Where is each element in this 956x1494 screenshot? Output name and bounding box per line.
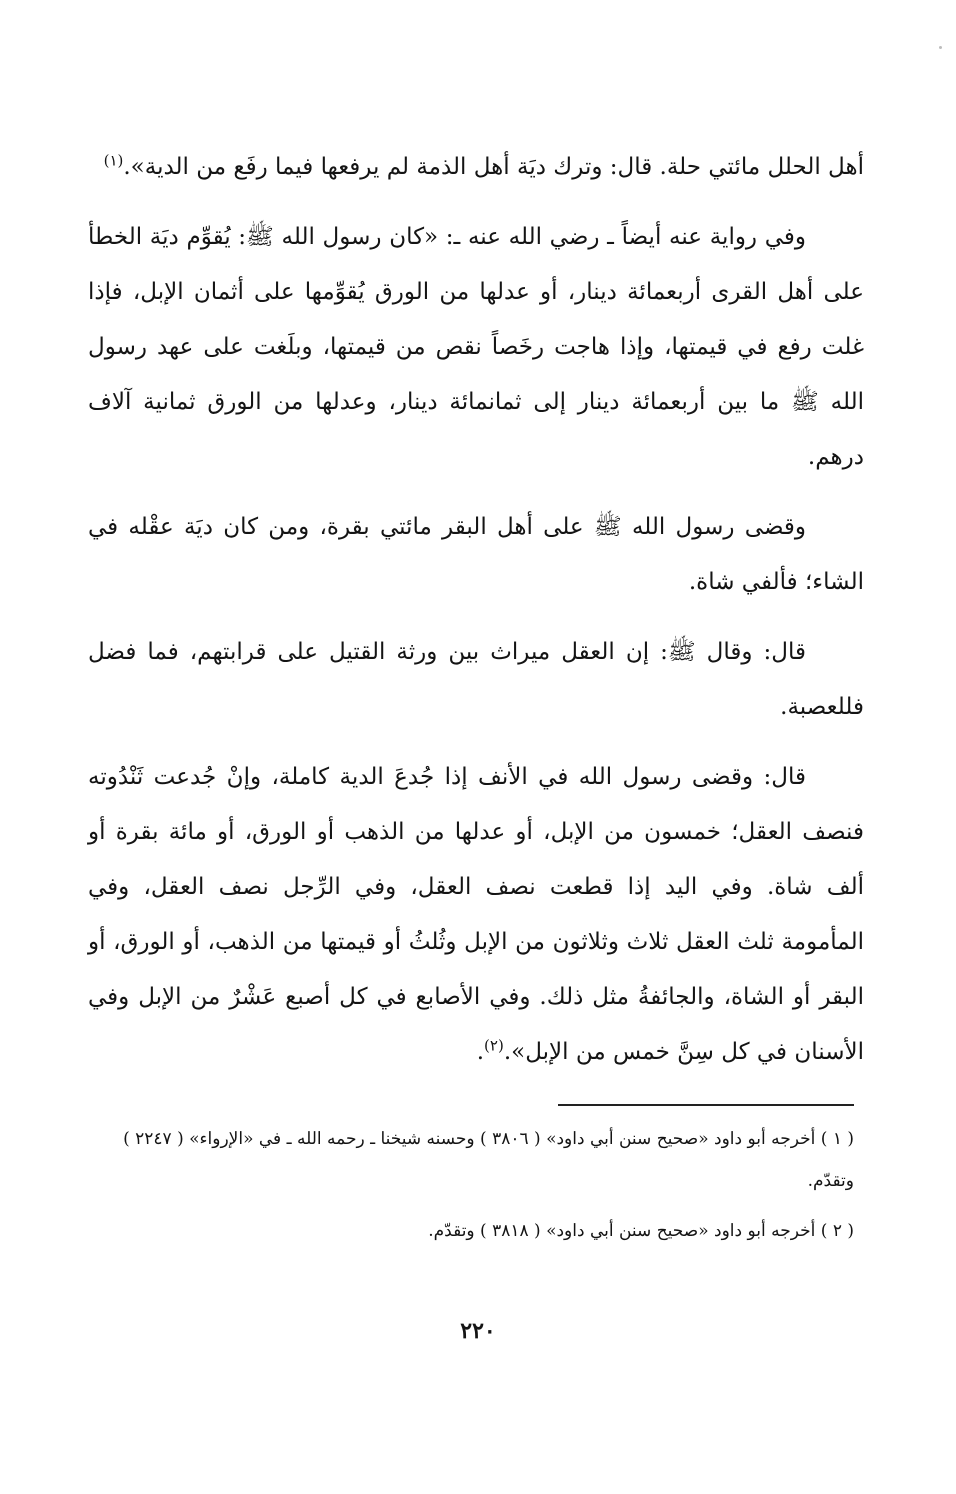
footnote-ref-1: (١) bbox=[103, 151, 124, 170]
main-text bbox=[88, 140, 864, 1080]
footnote-2: ( ٢ ) أخرجه أبو داود «صحيح سنن أبي داود» ( ٣٨١٨ ) وتقدّم. bbox=[428, 1221, 854, 1241]
paragraph-1 bbox=[88, 140, 864, 195]
paragraph-1-text: أهل الحلل مائتي حلة. قال: وترك ديَة أهل الذمة لم يرفعها فيما رفَع من الدية». bbox=[123, 154, 864, 180]
scan-speck bbox=[939, 46, 942, 49]
footnotes bbox=[88, 1118, 868, 1260]
paragraph-5 bbox=[88, 750, 864, 1080]
page-number: ٢٢٠ bbox=[460, 1318, 496, 1344]
paragraph-2: وفي رواية عنه أيضاً ـ رضي الله عنه ـ: «كان رسول الله ﷺ: يُقوِّم ديَة الخطأ على أهل القرى أربعمائة دينار، أو عدلها من الورق يُقوِّمها على أثمان الإبل، فإذا غلت رفع في قيمتها، وإذا هاجت رخَصاً نقص من قيمتها، وبلَغت على عهد رسول الله ﷺ ما بين أربعمائة دينار إلى ثمانمائة دينار، وعدلها من الورق ثمانية آلاف درهم. bbox=[88, 224, 864, 470]
footnote-1: ( ١ ) أخرجه أبو داود «صحيح سنن أبي داود» ( ٣٨٠٦ ) وحسنه شيخنا ـ رحمه الله ـ في «الإرواء» ( ٢٢٤٧ ) وتقدّم. bbox=[123, 1129, 854, 1191]
paragraph-3: وقضى رسول الله ﷺ على أهل البقر مائتي بقرة، ومن كان ديَة عقْله في الشاء؛ فألفي شاة. bbox=[88, 514, 864, 595]
footnote-separator bbox=[558, 1104, 854, 1106]
paragraph-4: قال: وقال ﷺ: إن العقل ميراث بين ورثة القتيل على قرابتهم، فما فضل فللعصبة. bbox=[88, 639, 864, 720]
paragraph-5-text: قال: وقضى رسول الله في الأنف إذا جُدعَ الدية كاملة، وإنْ جُدعت ثَنْدُوته فنصف العقل؛ خمسون من الإبل، أو عدلها من الذهب أو الورق، أو مائة بقرة أو ألف شاة. وفي اليد إذا قطعت نصف العقل، وفي الرِّجل نصف العقل، وفي المأمومة ثلث العقل ثلاث وثلاثون من الإبل وثُلثُ أو قيمتها من الذهب، أو الورق، أو البقر أو الشاة، والجائفةُ مثل ذلك. وفي الأصابع في كل أصبع عَشْرٌ من الإبل وفي الأسنان في كل سِنَّ خمس من الإبل». bbox=[88, 764, 864, 1065]
closing-period: . bbox=[476, 1039, 485, 1065]
footnote-ref-2: (٢) bbox=[484, 1036, 504, 1055]
